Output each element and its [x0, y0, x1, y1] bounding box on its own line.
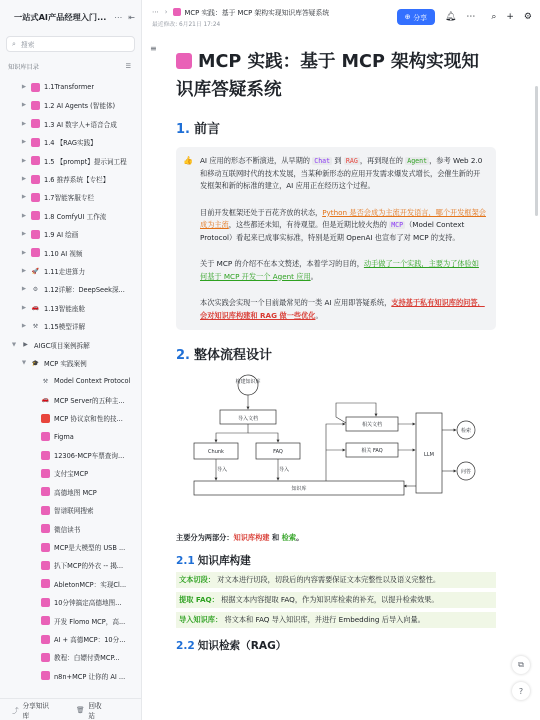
pink-doc-icon	[41, 543, 50, 552]
pink-doc-icon	[41, 524, 50, 533]
sidebar-item-label: 1.9 AI 绘画	[44, 231, 79, 240]
sidebar-item-label: 1.6 推荐系统【专栏】	[44, 176, 110, 184]
caret-right-icon[interactable]: ▶	[21, 231, 27, 238]
list-item: 导入知识库： 将文本和 FAQ 导入知识库，并进行 Embedding 后导入向量。	[176, 612, 496, 628]
pink-doc-icon	[41, 579, 50, 588]
sidebar-item[interactable]	[0, 593, 141, 611]
chunk-label: Chunk	[208, 449, 224, 455]
sidebar-item-label: AbletonMCP：实现Cl...	[54, 580, 127, 589]
caret-down-icon[interactable]: ▼	[21, 360, 27, 366]
sidebar-header	[0, 0, 141, 34]
share-icon: ⤴	[12, 706, 19, 715]
sidebar-item[interactable]	[0, 575, 141, 593]
sidebar-item[interactable]	[0, 317, 141, 335]
sidebar-item[interactable]	[0, 170, 141, 188]
trash-button[interactable]	[76, 700, 107, 720]
share-knowledge-base-button[interactable]	[12, 700, 54, 720]
heading-preface: 1. 前言	[176, 122, 220, 137]
sidebar-item-label: 微信读书	[54, 525, 81, 534]
sidebar-item-label: 1.8 ComfyUI 工作流	[44, 212, 107, 221]
pink-doc-icon	[31, 248, 40, 257]
pink-doc-icon	[31, 101, 40, 110]
related-faq-label: 相关 FAQ	[361, 448, 383, 454]
sidebar-item[interactable]	[0, 354, 141, 372]
sidebar-item-label: MCP 实践案例	[44, 360, 87, 368]
sidebar-item-label: 1.2 AI Agents (智能体)	[44, 102, 116, 111]
sidebar-item-label: 1.3 AI 数字人+语音合成	[44, 120, 117, 129]
thumbs-up-icon: 👍	[183, 156, 193, 165]
tools-icon: ⚒	[42, 377, 49, 385]
callout-paragraph-3: 关于 MCP 的介绍不在本文赘述，本着学习的目的，动手做了一个实践，主要为了体验如何基于 MCP 开发一个 Agent 应用。	[200, 259, 479, 281]
related-doc-label: 相关文档	[361, 422, 383, 428]
search-icon: ⌕	[12, 39, 16, 48]
list-toggle-icon[interactable]: ☰	[125, 62, 131, 70]
sidebar-item[interactable]	[0, 96, 141, 114]
sidebar-item[interactable]	[0, 648, 141, 666]
sidebar-item-label: 高德地图 MCP	[54, 488, 97, 497]
caret-right-icon[interactable]: ▶	[21, 157, 27, 164]
list-item: 提取 FAQ： 根据文本内容提取 FAQ，作为知识库检索的补充，以提升检索效果。	[176, 592, 496, 608]
last-modified: 最近修改: 6月21日 17:24	[152, 21, 221, 28]
sidebar-item[interactable]	[0, 299, 141, 317]
share-button[interactable]	[397, 9, 435, 25]
sidebar-item-label: Model Context Protocol	[54, 377, 131, 386]
tools-icon: ⚒	[32, 322, 39, 330]
red-doc-icon	[41, 414, 50, 423]
pink-doc-icon	[31, 230, 40, 239]
sidebar-item-label: 1.7智能客服专栏	[44, 194, 95, 203]
callout-paragraph-2: 目前开发框架还处于百花齐放的状态，Python 是否会成为主流开发语言，哪个开发框架会成为主流，这些都还未知，有待观望。但是近期比较火热的 MCP （Model Context Protocol）看起来已成事实标准，特别是近期 OpenAI 也宣布了对 MCP 的支持。	[200, 207, 486, 242]
caret-right-icon[interactable]: ▶	[21, 323, 27, 330]
breadcrumb-page-title[interactable]: MCP 实践：基于 MCP 架构实现知识库答疑系统	[184, 8, 330, 17]
pink-doc-icon	[41, 635, 50, 644]
chevron-right-icon: ›	[164, 7, 168, 16]
sidebar-item[interactable]	[0, 336, 141, 354]
sidebar-item[interactable]	[0, 538, 141, 556]
scrollbar[interactable]	[535, 86, 538, 216]
sidebar-item[interactable]	[0, 464, 141, 482]
sidebar-item-label: 1.1Transformer	[44, 83, 95, 91]
sidebar-item-label: 12306-MCP车票查询...	[54, 452, 125, 460]
pink-doc-icon	[31, 138, 40, 147]
heading-retrieval: 2.2 知识检索（RAG）	[176, 640, 287, 652]
caret-right-icon[interactable]: ▶	[21, 268, 27, 274]
sidebar-item-label: MCP 协议京和性的技...	[54, 415, 123, 424]
sidebar-item-label: 支付宝MCP	[54, 470, 89, 479]
llm-label: LLM	[424, 452, 434, 458]
sidebar-item-label: 1.10 AI 视频	[44, 249, 83, 258]
share-knowledge-base-label: 分享知识库	[22, 701, 49, 720]
caret-right-icon[interactable]: ▶	[21, 139, 27, 146]
sidebar-item[interactable]	[0, 483, 141, 501]
pink-doc-icon	[41, 432, 50, 441]
gear-icon: ⚙	[32, 285, 39, 293]
sidebar-item[interactable]	[0, 280, 141, 298]
sidebar-item-label: Figma	[54, 432, 74, 441]
sidebar-item-label: 1.13智能座舱	[44, 304, 86, 313]
question-label: 问答	[460, 469, 472, 475]
page-icon	[173, 8, 181, 16]
pink-doc-icon	[41, 653, 50, 662]
sidebar-item-label: 教程：白嫖付费MCP...	[54, 654, 120, 663]
pink-doc-icon	[31, 175, 40, 184]
sidebar-item[interactable]	[0, 78, 141, 96]
sidebar-item[interactable]	[0, 428, 141, 446]
import-label-1: 导入	[216, 467, 228, 473]
top-bar	[142, 0, 540, 34]
sidebar-item[interactable]	[0, 225, 141, 243]
pink-doc-icon	[41, 671, 50, 680]
list-item: 文本切段： 对文本进行切段，切段后的内容需要保证文本完整性以及语义完整性。	[176, 572, 496, 588]
flow-diagram	[176, 373, 476, 523]
caret-right-icon[interactable]: ▶	[21, 176, 27, 182]
sidebar-item-label: 1.11走进算力	[44, 268, 86, 276]
copy-icon[interactable]: ⧉	[512, 656, 530, 674]
sidebar-item-label: n8n+MCP 让你的 AI ...	[54, 672, 126, 681]
pink-doc-icon	[41, 469, 50, 478]
outline-icon[interactable]: ≡	[150, 44, 157, 53]
sidebar-item[interactable]	[0, 446, 141, 464]
caret-right-icon[interactable]: ▶	[21, 102, 27, 109]
sidebar-item-label: 扒下MCP的外衣 -- 揭...	[54, 562, 124, 571]
car-icon: 🚗	[31, 304, 40, 312]
import-doc-label: 导入文档	[237, 416, 259, 422]
sidebar-item[interactable]	[0, 244, 141, 262]
build-kb-node	[238, 375, 258, 395]
sidebar-item[interactable]	[0, 501, 141, 519]
knowledge-base-title[interactable]: 一站式AI产品经理入门...	[14, 11, 107, 22]
caret-right-icon[interactable]: ▶	[21, 194, 27, 201]
two-parts-text: 主要分为两部分：知识库构建 和 检索。	[176, 533, 304, 542]
sidebar-item-label: AI + 高德MCP：10分...	[54, 636, 126, 644]
sidebar-item[interactable]	[0, 612, 141, 630]
directory-section	[0, 58, 141, 74]
document-area	[142, 34, 540, 720]
car-icon: 🚗	[41, 396, 50, 404]
directory-label: 知识库目录	[8, 63, 39, 71]
sidebar-item-label: MCP是大模型的 USB ...	[54, 544, 126, 552]
callout-paragraph-1: AI 应用的形态不断演进，从早期的 Chat 到 RAG ，再到现在的 Agent ，参考 Web 2.0 和移动互联网时代的技术发展，当某种新形态的应用开发需求爆发式增长，会催生新的开发框架和新的标准的建立，AI 应用正在经历这个过程。	[200, 156, 483, 190]
heading-flow-design: 2. 整体流程设计	[176, 348, 272, 363]
sidebar-item-label: MCP Server的五种主...	[54, 396, 125, 405]
sidebar-item[interactable]	[0, 630, 141, 648]
bell-icon[interactable]: 🔔︎	[444, 12, 457, 22]
knowledge-base-label: 知识库	[291, 486, 307, 492]
sidebar-item[interactable]	[0, 409, 141, 427]
sidebar-item-label: 1.5 【prompt】提示词工程	[44, 157, 127, 166]
pink-doc-icon	[41, 451, 50, 460]
pink-doc-icon	[41, 561, 50, 570]
rocket-icon: 🚀	[31, 267, 40, 275]
document	[176, 48, 496, 653]
sidebar-footer	[0, 698, 141, 720]
sidebar-item[interactable]	[0, 391, 141, 409]
callout-paragraph-4: 本次实践会实现一个目前最常见的一类 AI 应用即答疑系统，支持基于私有知识库的问答，会对知识库构建和 RAG 做一些优化。	[200, 298, 485, 320]
caret-right-icon[interactable]: ▶	[21, 120, 27, 127]
sidebar-item[interactable]	[0, 372, 141, 390]
heading-kb-build: 2.1 知识库构建	[176, 555, 251, 567]
callout	[176, 147, 496, 330]
sidebar-item[interactable]	[0, 188, 141, 206]
settings-icon[interactable]: ⚙	[523, 12, 532, 22]
import-label-2: 导入	[278, 467, 290, 473]
video-icon: ▶	[23, 341, 28, 349]
sidebar-item-label: AIGC项目案例拆解	[34, 341, 90, 350]
breadcrumb-more-icon[interactable]: ⋯	[152, 7, 159, 16]
share-label: 分享	[413, 15, 427, 22]
sidebar-item-label: 10分钟搞定高德地图...	[54, 599, 122, 608]
caret-right-icon[interactable]: ▶	[21, 304, 27, 311]
caret-right-icon[interactable]: ▶	[21, 84, 27, 90]
breadcrumb	[152, 7, 397, 17]
hat-icon: 🎓	[31, 359, 40, 367]
globe-icon: ⊕	[404, 14, 411, 21]
sidebar-item[interactable]	[0, 556, 141, 574]
sidebar-item-label: 1.12详解：DeepSeek深...	[44, 286, 125, 295]
pink-doc-icon	[31, 156, 40, 165]
add-icon[interactable]: +	[506, 12, 514, 22]
sidebar-item[interactable]	[0, 262, 141, 280]
pink-doc-icon	[41, 616, 50, 625]
pink-doc-icon	[41, 598, 50, 607]
pink-doc-icon	[31, 83, 40, 92]
sidebar-item[interactable]	[0, 133, 141, 151]
caret-right-icon[interactable]: ▶	[21, 212, 27, 219]
page-title: MCP 实践：基于 MCP 架构实现知识库答疑系统	[176, 52, 479, 100]
caret-down-icon[interactable]: ▼	[11, 341, 17, 348]
caret-right-icon[interactable]: ▶	[21, 286, 27, 293]
faq-label: FAQ	[273, 449, 283, 455]
page-icon	[176, 53, 192, 69]
more-icon[interactable]: ⋯	[114, 12, 123, 22]
pink-doc-icon	[31, 193, 40, 202]
sidebar-item-label: 开发 Flomo MCP，高...	[54, 617, 126, 626]
collapse-sidebar-icon[interactable]: ⇤	[128, 12, 135, 22]
trash-icon: 🗑	[76, 705, 85, 714]
sidebar-item-label: 1.15模型详解	[44, 323, 86, 332]
pink-doc-icon	[31, 119, 40, 128]
search-label: 检索	[460, 428, 472, 434]
pink-doc-icon	[31, 211, 40, 220]
search-input[interactable]	[6, 36, 135, 52]
search-placeholder: 搜索	[20, 41, 35, 49]
sidebar-item[interactable]	[0, 667, 141, 685]
search-icon[interactable]: ⌕	[491, 12, 497, 22]
sidebar-item[interactable]	[0, 207, 141, 225]
trash-label: 回收站	[88, 701, 102, 720]
sidebar-item-label: 智谱联网搜索	[54, 507, 94, 516]
caret-right-icon[interactable]: ▶	[21, 249, 27, 256]
more-icon[interactable]: ⋯	[466, 12, 476, 22]
sidebar-item[interactable]	[0, 152, 141, 170]
sidebar	[0, 0, 142, 720]
sidebar-item-label: 1.4 【RAG实践】	[44, 139, 97, 148]
help-icon[interactable]: ?	[512, 682, 530, 700]
pink-doc-icon	[41, 506, 50, 515]
sidebar-item[interactable]	[0, 115, 141, 133]
pink-doc-icon	[41, 487, 50, 496]
build-kb-label: 构建知识库	[235, 379, 261, 385]
sidebar-item[interactable]	[0, 520, 141, 538]
